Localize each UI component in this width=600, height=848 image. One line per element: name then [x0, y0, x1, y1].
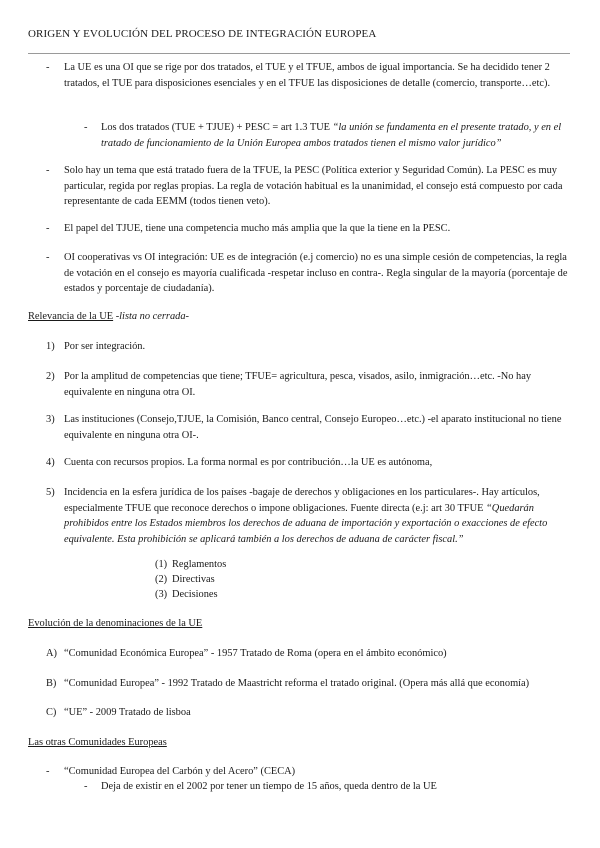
list-number: 2): [46, 371, 55, 382]
list-item: [64, 485, 572, 547]
list-letter: B): [46, 678, 57, 689]
sub-bullet-marker: -: [84, 122, 88, 133]
list-item: Cuenta con recursos propios. La forma normal es por contribución…la UE es autónoma,: [64, 457, 433, 468]
list-number: 1): [46, 341, 55, 352]
sub-bullet-item: Deja de existir en el 2002 por tener un tiempo de 15 años, queda dentro de la UE: [101, 781, 437, 792]
list-number: 5): [46, 487, 55, 498]
sublist-item: Directivas: [172, 574, 215, 585]
list-item: “Comunidad Económica Europea” - 1957 Tratado de Roma (opera en el ámbito económico): [64, 648, 447, 659]
bullet-item: “Comunidad Europea del Carbón y del Acero” (CECA): [64, 766, 296, 777]
sub-bullet-marker: -: [84, 781, 88, 792]
list-letter: A): [46, 648, 57, 659]
section-heading-relevancia: [28, 309, 189, 325]
bullet-1-subitem: [101, 120, 573, 151]
sublist-item: Decisiones: [172, 589, 218, 600]
bullet-1: La UE es una OI que se rige por dos tratados, el TUE y el TFUE, ambos de igual importancia. Se ha decidido tener 2 tratados, el TUE para disposiciones esenciales y en el TFUE las disposiciones de detalle (comercio, transporte…etc).: [64, 62, 551, 89]
list-number: 4): [46, 457, 55, 468]
sublist-number: (1): [155, 559, 168, 570]
sublist-number: (3): [155, 589, 168, 600]
heading-text: Relevancia de la UE: [28, 311, 114, 322]
list-item: Por la amplitud de competencias que tiene; TFUE= agricultura, pesca, visados, asilo, inmigración…etc. -No hay equivalente en ninguna otra OI.: [64, 371, 532, 398]
bullet-2: Solo hay un tema que está tratado fuera de la TFUE, la PESC (Política exterior y Seguridad Común). La PESC es muy particular, regida por reglas propias. La regla de votación habitual es la unanimidad, el consejo está compuesto por cada representante de cada EEMM (todos tienen veto).: [64, 165, 563, 208]
sub-italic-quote: “la unión se fundamenta en el presente tratado, y en el tratado de funcionamiento de la Unión Europea ambos tratados tienen el mismo valor jurídico”: [101, 122, 562, 149]
bullet-marker: -: [46, 252, 50, 263]
sub-plain-text: Los dos tratados (TUE + TJUE) + PESC = art 1.3 TUE: [101, 122, 333, 133]
heading-suffix: -lista no cerrada-: [113, 311, 190, 322]
bullet-4: OI cooperativas vs OI integración: UE es de integración (e.j comercio) no es una simple cesión de competencias, la regla de votación en el consejo es mayoría cualificada -respetar incluso en contra-. Regla singular de la mayoría (porcentaje de estados y porcentaje de ciudadanía).: [64, 252, 568, 295]
bullet-marker: -: [46, 62, 50, 73]
item-italic-quote: “Quedarán prohibidos entre los Estados miembros los derechos de aduana de importación y exportación o exacciones de efecto equivalente. Esta prohibición se aplicará también a los derechos de aduana de carácter fiscal.”: [64, 502, 548, 545]
list-letter: C): [46, 707, 57, 718]
sublist-number: (2): [155, 574, 168, 585]
bullet-marker: -: [46, 165, 50, 176]
list-item: Por ser integración.: [64, 341, 146, 352]
bullet-3: El papel del TJUE, tiene una competencia mucho más amplia que la que la tiene en la PESC.: [64, 223, 451, 234]
section-heading-evolucion: Evolución de la denominaciones de la UE: [28, 618, 203, 629]
title-divider: [28, 53, 570, 54]
list-item: Las instituciones (Consejo,TJUE, la Comisión, Banco central, Consejo Europeo…etc.) -el aparato institucional no tiene equivalente en ninguna otra OI-.: [64, 414, 562, 441]
list-item: “UE” - 2009 Tratado de lisboa: [64, 707, 191, 718]
bullet-marker: -: [46, 223, 50, 234]
bullet-marker: -: [46, 766, 50, 777]
list-number: 3): [46, 414, 55, 425]
sublist-item: Reglamentos: [172, 559, 227, 570]
list-item: “Comunidad Europea” - 1992 Tratado de Maastricht reforma el tratado original. (Opera más allá que economía): [64, 678, 530, 689]
page-title: ORIGEN Y EVOLUCIÓN DEL PROCESO DE INTEGRACIÓN EUROPEA: [28, 28, 377, 40]
item-plain-text: Incidencia en la esfera jurídica de los países -bagaje de derechos y obligaciones en los particulares-. Hay artículos, especialmente TFUE que reconoce derechos o impone obligaciones. Fuente directa (e.j: art 30 TFUE: [64, 487, 540, 514]
section-heading-otras: Las otras Comunidades Europeas: [28, 737, 167, 748]
